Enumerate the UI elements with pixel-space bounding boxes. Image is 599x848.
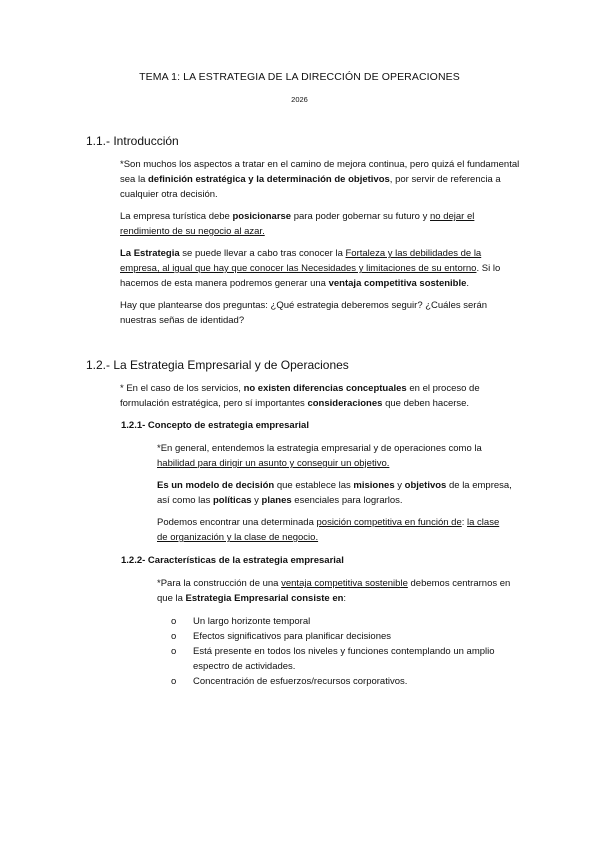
bold-text: Es un modelo de decisión — [157, 480, 275, 491]
bullet-icon: o — [171, 631, 177, 642]
text-run: y — [394, 480, 405, 491]
bold-text: consideraciones — [307, 398, 383, 409]
text-run: en el proceso de formulación estratégica, pero sí importantes — [120, 383, 480, 409]
list-item-text: Concentración de esfuerzos/recursos corporativos. — [193, 676, 408, 687]
underlined-text: posición competitiva en función de — [316, 517, 462, 528]
bullet-icon: o — [171, 646, 177, 657]
text-run: se puede llevar a cabo tras conocer la — [179, 248, 346, 259]
bullet-icon: o — [171, 676, 177, 687]
text-run: para poder gobernar su futuro y — [291, 211, 430, 222]
paragraph — [157, 441, 512, 471]
list-item — [171, 644, 516, 674]
list-item — [171, 614, 516, 629]
text-run: de la empresa, así como las — [157, 480, 512, 506]
section-heading-introduccion: 1.1.- Introducción — [86, 134, 179, 148]
paragraph — [157, 515, 512, 545]
text-run: que deben hacerse. — [382, 398, 470, 409]
paragraph — [120, 381, 520, 411]
bullet-icon: o — [171, 616, 177, 627]
text-run: *Son muchos los aspectos a tratar en el camino de mejora continua, pero quizá el fundamental sea la — [120, 159, 520, 185]
text-run: que establece las — [274, 480, 354, 491]
underlined-text: ventaja competitiva sostenible — [281, 578, 408, 589]
bold-text: definición estratégica y la determinación de objetivos — [148, 174, 390, 185]
subsection-heading-concepto: 1.2.1- Concepto de estrategia empresarial — [121, 420, 309, 431]
section-heading-estrategia: 1.2.- La Estrategia Empresarial y de Operaciones — [86, 358, 349, 372]
list-item-text: Está presente en todos los niveles y funciones contemplando un amplio espectro de actividades. — [193, 646, 495, 672]
text-run: , por servir de referencia a cualquier otra decisión. — [120, 174, 501, 200]
paragraph — [120, 209, 520, 239]
text-run: Podemos encontrar una determinada — [157, 517, 317, 528]
bold-text: misiones — [353, 480, 395, 491]
underlined-text: no dejar el rendimiento de su negocio al azar. — [120, 211, 475, 237]
paragraph — [120, 157, 520, 202]
text-run: *Para la construcción de una — [157, 578, 282, 589]
bold-text: no existen diferencias conceptuales — [243, 383, 407, 394]
list-item-text: Efectos significativos para planificar decisiones — [193, 631, 392, 642]
text-run: y — [251, 495, 262, 506]
underlined-text: Fortaleza y las debilidades de la empresa, al igual que hay que conocer las Necesidades y limitaciones de su entorno — [120, 248, 482, 274]
text-run: esenciales para lograrlos. — [291, 495, 403, 506]
document-year: 2026 — [291, 95, 308, 104]
text-run: La empresa turística debe — [120, 211, 233, 222]
bold-text: políticas — [212, 495, 252, 506]
text-run: . Si lo hacemos de esta manera podremos generar una — [120, 263, 501, 289]
document-title: TEMA 1: LA ESTRATEGIA DE LA DIRECCIÓN DE OPERACIONES — [139, 71, 460, 83]
bold-text: Estrategia Empresarial consiste en — [185, 593, 344, 604]
bold-text: La Estrategia — [120, 248, 180, 259]
list-item — [171, 674, 516, 689]
paragraph: Hay que plantearse dos preguntas: ¿Qué estrategia deberemos seguir? ¿Cuáles serán nuestras señas de identidad? — [120, 300, 488, 326]
text-run: . — [466, 278, 470, 289]
underlined-text: habilidad para dirigir un asunto y conseguir un objetivo. — [157, 458, 390, 469]
bold-text: posicionarse — [232, 211, 292, 222]
text-run: : — [343, 593, 347, 604]
list-item-text: Un largo horizonte temporal — [193, 616, 311, 627]
paragraph — [120, 246, 520, 291]
text-run: : — [461, 517, 468, 528]
bold-text: objetivos — [404, 480, 447, 491]
bullet-list — [171, 614, 516, 689]
underlined-text: la clase de organización y la clase de negocio. — [157, 517, 500, 543]
text-run: * En el caso de los servicios, — [120, 383, 244, 394]
text-run: debemos centrarnos en que la — [157, 578, 511, 604]
paragraph — [157, 478, 512, 508]
list-item — [171, 629, 516, 644]
subsection-heading-caracteristicas: 1.2.2- Características de la estrategia empresarial — [121, 555, 344, 566]
bold-text: planes — [261, 495, 292, 506]
bold-text: ventaja competitiva sostenible — [328, 278, 467, 289]
text-run: *En general, entendemos la estrategia empresarial y de operaciones como la — [157, 443, 482, 454]
paragraph — [157, 576, 512, 606]
